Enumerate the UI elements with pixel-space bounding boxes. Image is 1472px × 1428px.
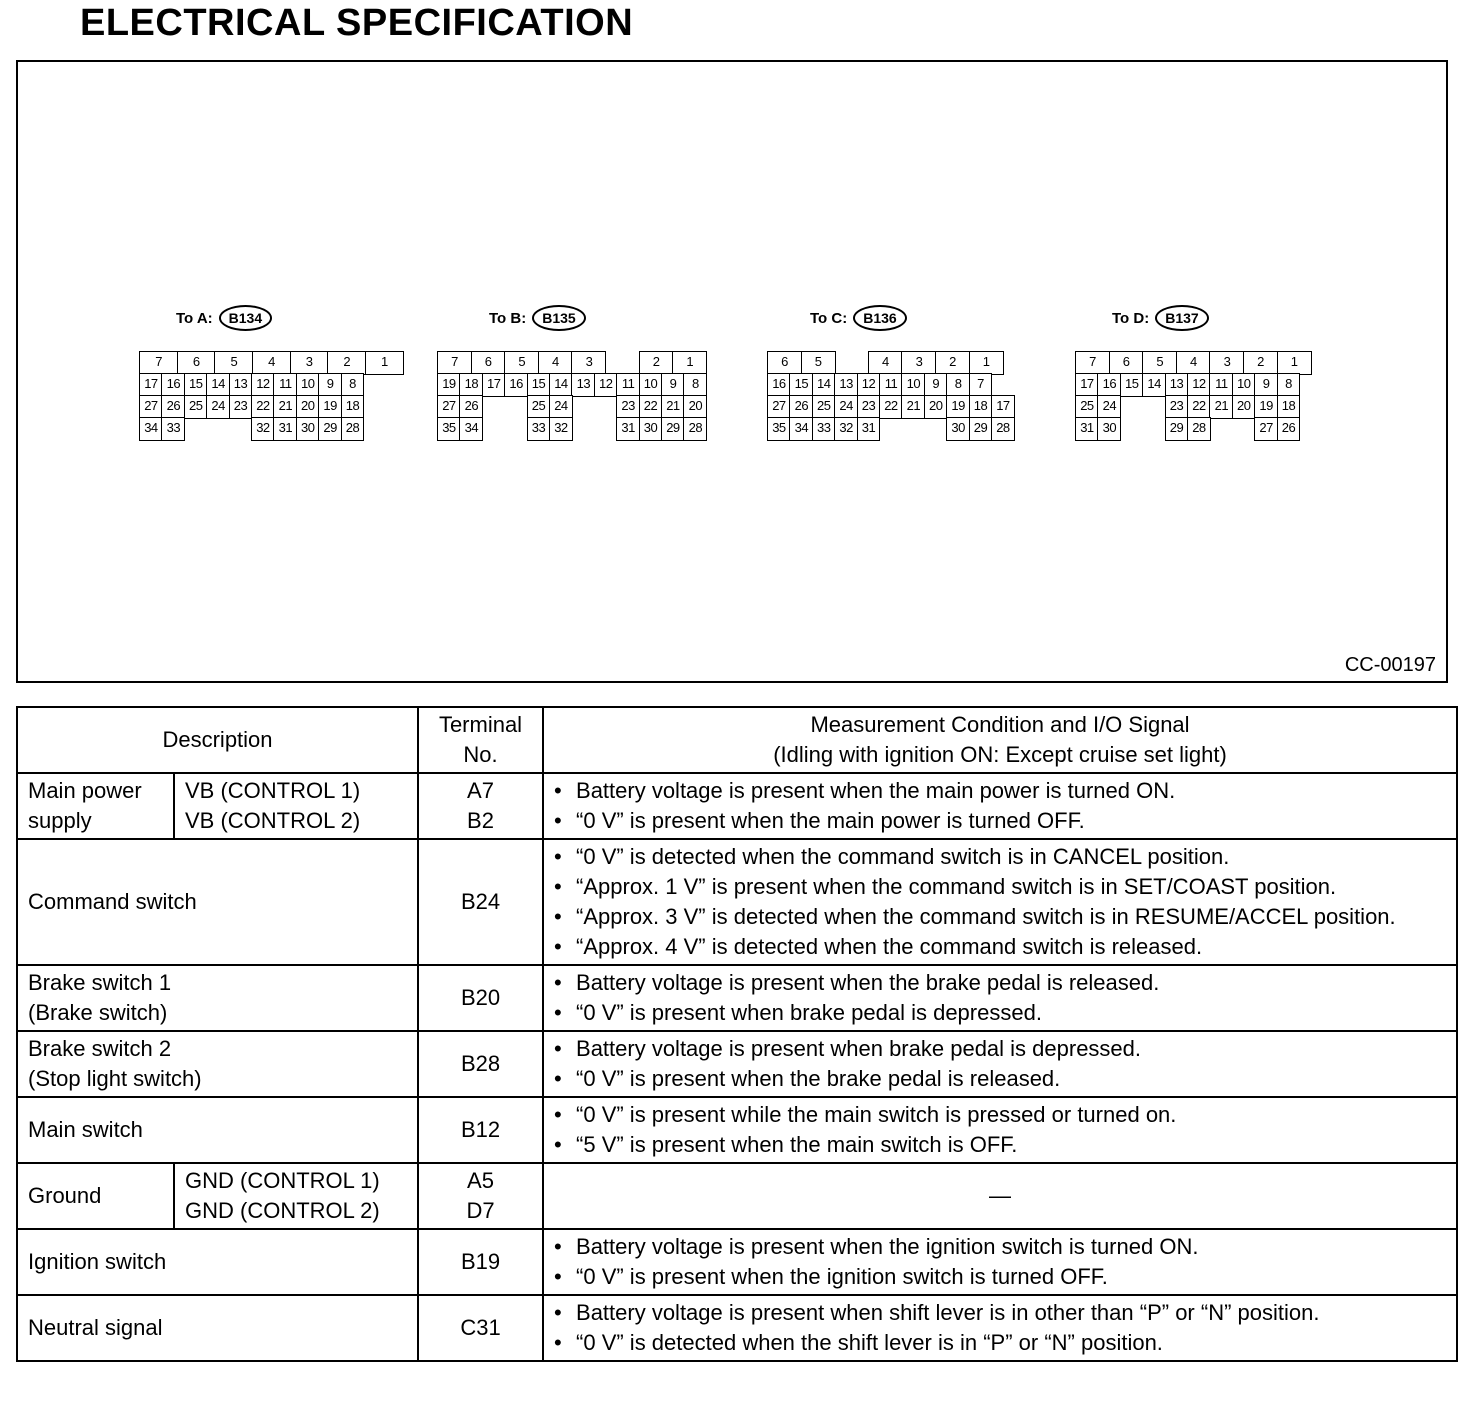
connector-pin: 20 <box>924 395 948 419</box>
header-measurement <box>543 707 1457 773</box>
connector-pin: 5 <box>214 351 253 375</box>
connector-pin: 10 <box>296 373 320 397</box>
signal-line <box>554 1130 1446 1160</box>
terminal-number: B19 <box>460 1249 501 1274</box>
connector-pin: 23 <box>616 395 640 419</box>
connector-pin: 20 <box>296 395 320 419</box>
page-title: ELECTRICAL SPECIFICATION <box>80 2 634 44</box>
connector-pin: 27 <box>139 395 163 419</box>
connector-pin: 11 <box>273 373 297 397</box>
connector-pin: 24 <box>206 395 230 419</box>
table-row <box>17 1295 1457 1361</box>
signal-cell: — <box>543 1163 1457 1229</box>
connector-pin: 26 <box>1277 417 1301 441</box>
connector-pin: 17 <box>991 395 1015 419</box>
connector-pin: 11 <box>616 373 640 397</box>
connector-pin: 31 <box>1075 417 1099 441</box>
connector-pin: 21 <box>661 395 685 419</box>
connector-pin: 6 <box>471 351 506 375</box>
bullet-icon: • <box>554 1132 562 1157</box>
connector-pin: 17 <box>1075 373 1099 397</box>
connector-id-oval: B136 <box>853 305 906 331</box>
connector-figure <box>16 60 1448 683</box>
terminal-cell <box>418 1163 543 1229</box>
connector-label <box>810 302 907 334</box>
signal-cell <box>543 1229 1457 1295</box>
signal-line <box>554 1100 1446 1130</box>
connector-pin: 31 <box>616 417 640 441</box>
terminal-number: B20 <box>460 985 501 1010</box>
bullet-icon: • <box>554 1102 562 1127</box>
connector-pin: 16 <box>504 373 528 397</box>
connector-pin: 14 <box>206 373 230 397</box>
signal-line <box>554 1298 1446 1328</box>
connector-pin: 25 <box>812 395 836 419</box>
connector-pin: 19 <box>318 395 342 419</box>
connector-pin: 1 <box>969 351 1004 375</box>
signal-text: “0 V” is present when the main power is turned OFF. <box>576 808 1085 833</box>
sub-description-line: GND (CONTROL 2) <box>185 1198 380 1223</box>
signal-cell <box>543 1295 1457 1361</box>
connector-pin: 9 <box>318 373 342 397</box>
connector-pin: 33 <box>812 417 836 441</box>
table-row <box>17 773 1457 839</box>
connector-pin: 25 <box>527 395 551 419</box>
connector-pin: 18 <box>969 395 993 419</box>
bullet-icon: • <box>554 778 562 803</box>
terminal-cell <box>418 1229 543 1295</box>
connector-pin: 8 <box>946 373 970 397</box>
connector-pin: 21 <box>273 395 297 419</box>
connector-pin: 28 <box>991 417 1015 441</box>
header-terminal-line1: Terminal <box>438 712 523 737</box>
connector-pin: 8 <box>341 373 365 397</box>
terminal-number: B24 <box>460 889 501 914</box>
connector-pin: 29 <box>969 417 993 441</box>
connector-pin: 35 <box>437 417 461 441</box>
connector-pin: 12 <box>594 373 618 397</box>
connector-pin: 15 <box>789 373 813 397</box>
connector-pin: 18 <box>1277 395 1301 419</box>
bullet-icon: • <box>554 1000 562 1025</box>
description-cell: Ground <box>17 1163 174 1229</box>
connector-pin: 22 <box>879 395 903 419</box>
connector-pin: 12 <box>251 373 275 397</box>
connector-pin: 3 <box>571 351 606 375</box>
signal-line <box>554 1064 1446 1094</box>
sub-description-line: VB (CONTROL 1) <box>185 778 361 803</box>
description-cell: Neutral signal <box>17 1295 418 1361</box>
signal-text: “Approx. 1 V” is present when the command switch is in SET/COAST position. <box>576 874 1337 899</box>
header-terminal <box>418 707 543 773</box>
connector-pin: 11 <box>879 373 903 397</box>
signal-text: “0 V” is present when brake pedal is depressed. <box>576 1000 1042 1025</box>
connector-pin: 28 <box>683 417 707 441</box>
signal-text: Battery voltage is present when the main power is turned ON. <box>576 778 1176 803</box>
connector-to-label: To A: <box>176 309 213 327</box>
connector-pin: 3 <box>1209 351 1244 375</box>
connector-pin: 31 <box>857 417 881 441</box>
connector-pin: 34 <box>459 417 483 441</box>
connector-pin: 26 <box>161 395 185 419</box>
table-row <box>17 1031 1457 1097</box>
connector-pin: 19 <box>437 373 461 397</box>
connector-pin: 3 <box>901 351 936 375</box>
terminal-cell <box>418 1295 543 1361</box>
connector-pin: 35 <box>767 417 791 441</box>
description-line: (Brake switch) <box>28 1000 168 1025</box>
connector-pin: 4 <box>538 351 573 375</box>
connector-pin: 1 <box>672 351 707 375</box>
connector-pin: 10 <box>639 373 663 397</box>
connector-pin: 17 <box>482 373 506 397</box>
bullet-icon: • <box>554 808 562 833</box>
connector-pin: 10 <box>901 373 925 397</box>
connector-pin: 13 <box>834 373 858 397</box>
connector-pin: 4 <box>1176 351 1211 375</box>
terminal-cell <box>418 1031 543 1097</box>
connector-pin: 25 <box>1075 395 1099 419</box>
connector-pin: 12 <box>857 373 881 397</box>
connector-pin: 4 <box>252 351 291 375</box>
connector-pin: 22 <box>251 395 275 419</box>
connector-id-oval: B135 <box>532 305 585 331</box>
bullet-icon: • <box>554 844 562 869</box>
signal-line <box>554 998 1446 1028</box>
connector-pin: 34 <box>139 417 163 441</box>
signal-line <box>554 902 1446 932</box>
connector-pin: 34 <box>789 417 813 441</box>
connector-pin: 22 <box>1187 395 1211 419</box>
connector-pin: 1 <box>365 351 404 375</box>
spec-table-body <box>17 773 1457 1361</box>
signal-line <box>554 1034 1446 1064</box>
connector-pin: 21 <box>1209 395 1233 419</box>
signal-text: “Approx. 4 V” is detected when the command switch is released. <box>576 934 1203 959</box>
connector-pin: 7 <box>139 351 178 375</box>
connector-pin: 7 <box>969 373 993 397</box>
connector-pin: 12 <box>1187 373 1211 397</box>
connector-pin: 30 <box>296 417 320 441</box>
bullet-icon: • <box>554 1330 562 1355</box>
connector-pin: 2 <box>1243 351 1278 375</box>
sub-description-line: GND (CONTROL 1) <box>185 1168 380 1193</box>
signal-text: “0 V” is detected when the command switch is in CANCEL position. <box>576 844 1230 869</box>
signal-line <box>554 932 1446 962</box>
signal-text: “0 V” is detected when the shift lever is in “P” or “N” position. <box>576 1330 1163 1355</box>
connector-pin: 14 <box>812 373 836 397</box>
signal-text: Battery voltage is present when the brake pedal is released. <box>576 970 1160 995</box>
description-line: (Stop light switch) <box>28 1066 202 1091</box>
signal-line <box>554 872 1446 902</box>
signal-line <box>554 968 1446 998</box>
description-cell <box>17 773 174 839</box>
connector-pin: 5 <box>504 351 539 375</box>
spec-table <box>16 706 1458 1362</box>
connector-pin: 28 <box>341 417 365 441</box>
connector-pin: 28 <box>1187 417 1211 441</box>
header-description: Description <box>17 707 418 773</box>
description-line: Brake switch 1 <box>28 970 172 995</box>
description-cell: Main switch <box>17 1097 418 1163</box>
signal-text: Battery voltage is present when shift lever is in other than “P” or “N” position. <box>576 1300 1320 1325</box>
connector-pin: 8 <box>683 373 707 397</box>
connector-to-label: To D: <box>1112 309 1150 327</box>
table-row <box>17 965 1457 1031</box>
connector-pin: 2 <box>327 351 366 375</box>
connector-pin: 5 <box>801 351 836 375</box>
terminal-number: C31 <box>460 1315 501 1340</box>
bullet-icon: • <box>554 934 562 959</box>
connector-pin: 23 <box>857 395 881 419</box>
connector-pin: 20 <box>683 395 707 419</box>
sub-description-line: VB (CONTROL 2) <box>185 808 361 833</box>
description-cell <box>17 965 418 1031</box>
connector-pin: 33 <box>527 417 551 441</box>
signal-line <box>554 1232 1446 1262</box>
connector-pin: 16 <box>1097 373 1121 397</box>
bullet-icon: • <box>554 1300 562 1325</box>
terminal-cell <box>418 965 543 1031</box>
bullet-icon: • <box>554 970 562 995</box>
connector-label <box>176 302 272 334</box>
connector-to-label: To B: <box>489 309 527 327</box>
description-cell: Ignition switch <box>17 1229 418 1295</box>
connector-pin: 24 <box>834 395 858 419</box>
signal-text: “Approx. 3 V” is detected when the command switch is in RESUME/ACCEL position. <box>576 904 1396 929</box>
connector-pin: 29 <box>661 417 685 441</box>
connector-pin: 26 <box>459 395 483 419</box>
connector-id-oval: B134 <box>219 305 272 331</box>
connector-pin: 1 <box>1277 351 1312 375</box>
terminal-cell <box>418 773 543 839</box>
connector-pin: 26 <box>789 395 813 419</box>
terminal-number: B2 <box>467 808 494 833</box>
connector-id-oval: B137 <box>1155 305 1208 331</box>
signal-cell <box>543 1031 1457 1097</box>
connector-pin: 18 <box>459 373 483 397</box>
bullet-icon: • <box>554 874 562 899</box>
connector-pin: 2 <box>639 351 674 375</box>
connector-pin: 24 <box>1097 395 1121 419</box>
signal-line <box>554 1262 1446 1292</box>
connector-pin: 33 <box>161 417 185 441</box>
connector-pin: 19 <box>1254 395 1278 419</box>
connector-pin: 4 <box>868 351 903 375</box>
connector-pin: 32 <box>549 417 573 441</box>
signal-text: “5 V” is present when the main switch is OFF. <box>576 1132 1018 1157</box>
connector-to-label: To C: <box>810 309 848 327</box>
connector-pin: 15 <box>184 373 208 397</box>
sub-description-cell <box>174 1163 418 1229</box>
sub-description-cell <box>174 773 418 839</box>
signal-cell <box>543 1097 1457 1163</box>
connector-pin: 9 <box>1254 373 1278 397</box>
connector-pin: 7 <box>1075 351 1110 375</box>
connector-pin: 3 <box>290 351 329 375</box>
connector-pin: 24 <box>549 395 573 419</box>
connector-pin: 14 <box>549 373 573 397</box>
signal-cell <box>543 965 1457 1031</box>
signal-cell <box>543 839 1457 965</box>
connector-pin: 6 <box>767 351 802 375</box>
connector-pin: 15 <box>1120 373 1144 397</box>
connector-pin: 21 <box>901 395 925 419</box>
signal-line <box>554 806 1446 836</box>
terminal-cell <box>418 839 543 965</box>
terminal-number: D7 <box>466 1198 495 1223</box>
connector-pin: 32 <box>251 417 275 441</box>
connector-pin: 30 <box>1097 417 1121 441</box>
bullet-icon: • <box>554 1234 562 1259</box>
connector-pin: 5 <box>1142 351 1177 375</box>
connector-pin: 22 <box>639 395 663 419</box>
connector-pin: 8 <box>1277 373 1301 397</box>
bullet-icon: • <box>554 1036 562 1061</box>
table-row <box>17 839 1457 965</box>
table-header-row <box>17 707 1457 773</box>
bullet-icon: • <box>554 1066 562 1091</box>
description-line: Brake switch 2 <box>28 1036 172 1061</box>
table-row <box>17 1229 1457 1295</box>
connector-pin: 23 <box>1165 395 1189 419</box>
connector-pin: 29 <box>318 417 342 441</box>
connector-pin: 7 <box>437 351 472 375</box>
terminal-number: B28 <box>460 1051 501 1076</box>
connector-pin: 16 <box>161 373 185 397</box>
signal-text: “0 V” is present when the ignition switch is turned OFF. <box>576 1264 1108 1289</box>
signal-line <box>554 776 1446 806</box>
connector-pin: 13 <box>1165 373 1189 397</box>
signal-text: “0 V” is present while the main switch is pressed or turned on. <box>576 1102 1177 1127</box>
connector-pin: 32 <box>834 417 858 441</box>
connector-pin: 30 <box>639 417 663 441</box>
connector-pin: 16 <box>767 373 791 397</box>
header-measurement-line1: Measurement Condition and I/O Signal <box>810 712 1190 737</box>
table-row <box>17 1163 1457 1229</box>
connector-pin: 27 <box>1254 417 1278 441</box>
connector-pin: 19 <box>946 395 970 419</box>
terminal-cell <box>418 1097 543 1163</box>
connector-pin: 13 <box>229 373 253 397</box>
connector-pin: 6 <box>1109 351 1144 375</box>
connector-pin: 23 <box>229 395 253 419</box>
terminal-number: A5 <box>467 1168 494 1193</box>
signal-line <box>554 1328 1446 1358</box>
connector-pin: 9 <box>661 373 685 397</box>
header-terminal-line2: No. <box>463 742 498 767</box>
connector-pin: 13 <box>571 373 595 397</box>
connector-pin: 6 <box>177 351 216 375</box>
description-cell <box>17 1031 418 1097</box>
connector-pin: 11 <box>1209 373 1233 397</box>
description-cell: Command switch <box>17 839 418 965</box>
description-line: supply <box>28 808 92 833</box>
header-measurement-line2: (Idling with ignition ON: Except cruise set light) <box>773 742 1227 767</box>
connector-pin: 15 <box>527 373 551 397</box>
signal-cell <box>543 773 1457 839</box>
connector-pin: 20 <box>1232 395 1256 419</box>
signal-text: Battery voltage is present when brake pedal is depressed. <box>576 1036 1142 1061</box>
connector-pin: 9 <box>924 373 948 397</box>
connector-pin: 2 <box>935 351 970 375</box>
signal-text: “0 V” is present when the brake pedal is released. <box>576 1066 1061 1091</box>
connector-pin: 31 <box>273 417 297 441</box>
signal-text: Battery voltage is present when the ignition switch is turned ON. <box>576 1234 1199 1259</box>
bullet-icon: • <box>554 1264 562 1289</box>
figure-code: CC-00197 <box>1344 654 1436 676</box>
terminal-number: A7 <box>467 778 494 803</box>
connector-pin: 14 <box>1142 373 1166 397</box>
connector-label <box>489 302 586 334</box>
bullet-icon: • <box>554 904 562 929</box>
connector-pin: 25 <box>184 395 208 419</box>
connector-pin: 17 <box>139 373 163 397</box>
connector-label <box>1112 302 1209 334</box>
connector-pin: 18 <box>341 395 365 419</box>
connector-pin: 10 <box>1232 373 1256 397</box>
terminal-number: B12 <box>460 1117 501 1142</box>
table-row <box>17 1097 1457 1163</box>
connector-pin: 29 <box>1165 417 1189 441</box>
connector-pin: 30 <box>946 417 970 441</box>
signal-line <box>554 842 1446 872</box>
connector-pin: 27 <box>767 395 791 419</box>
description-line: Main power <box>28 778 142 803</box>
connector-pin: 27 <box>437 395 461 419</box>
